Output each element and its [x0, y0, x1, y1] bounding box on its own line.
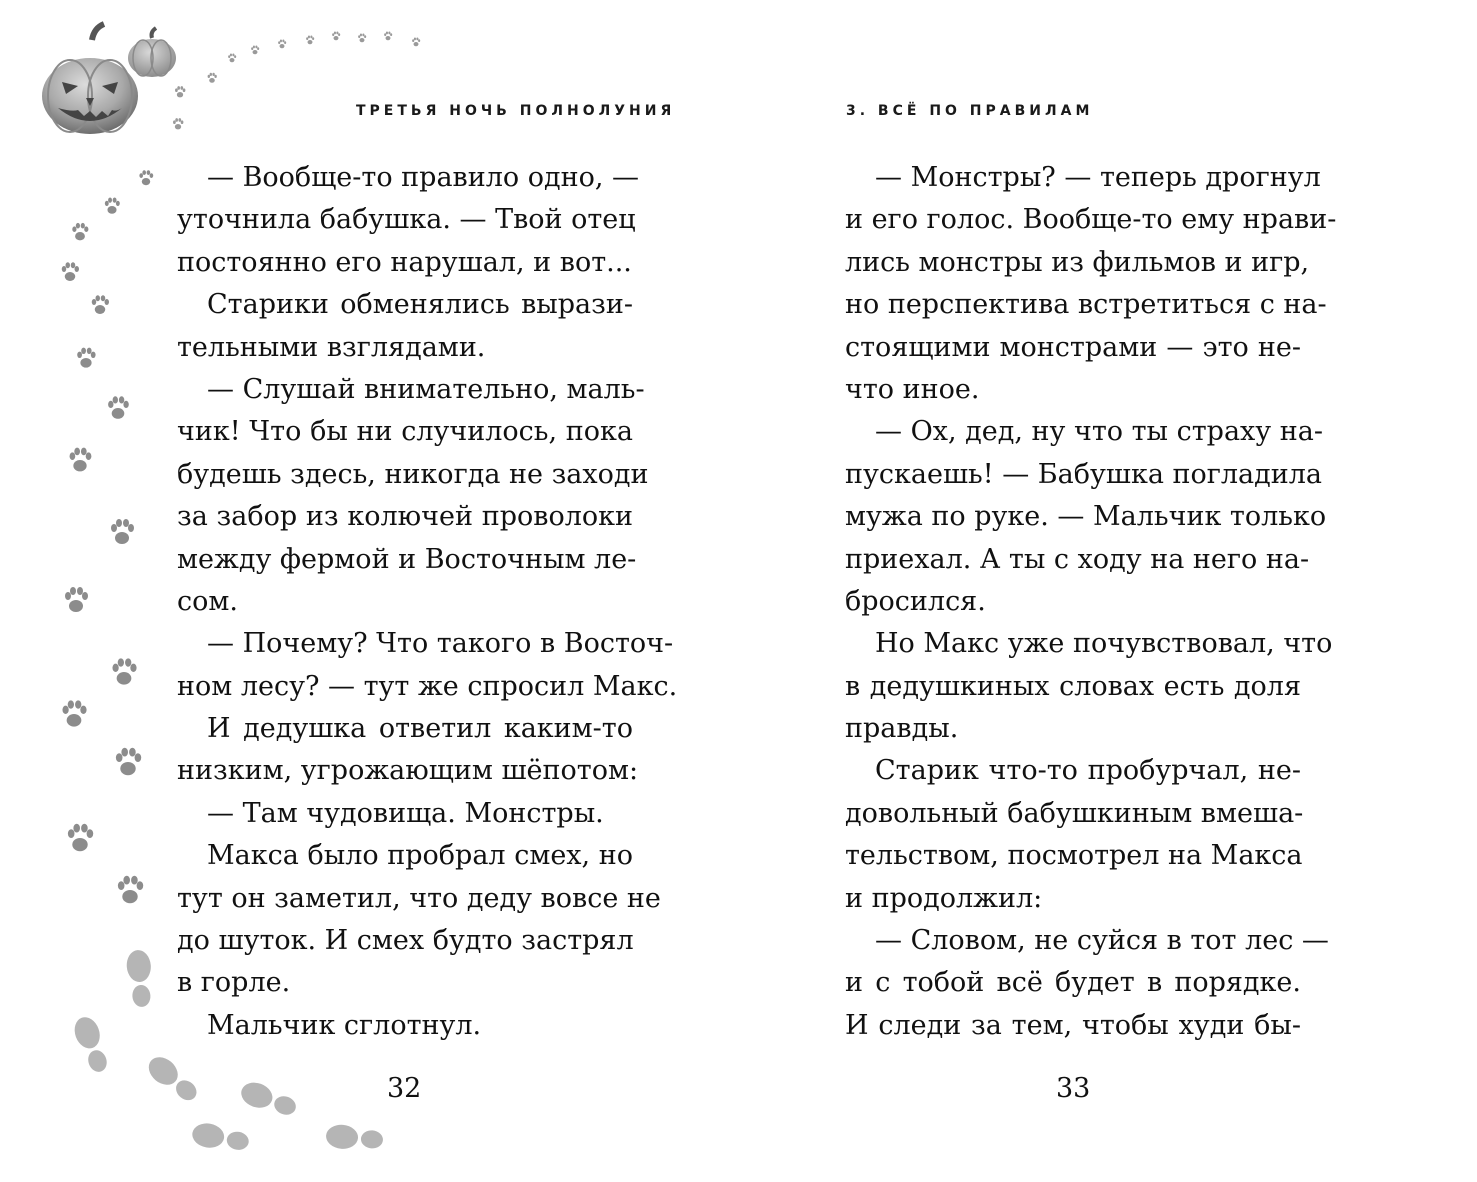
- running-head-left: ТРЕТЬЯ НОЧЬ ПОЛНОЛУНИЯ: [356, 103, 676, 119]
- text-line: Но Макс уже почувствовал, что: [875, 628, 1333, 660]
- text-line: довольный бабушкиным вмеша-: [845, 797, 1304, 829]
- text-line: Старик что-то пробурчал, не-: [875, 755, 1301, 787]
- text-line: — Там чудовища. Монстры.: [207, 797, 604, 829]
- text-line: и его голос. Вообще-то ему нрави-: [845, 204, 1337, 236]
- text-line: постоянно его нарушал, и вот...: [177, 246, 632, 278]
- pumpkin-icon: [128, 28, 176, 77]
- text-line: приехал. А ты с ходу на него на-: [845, 543, 1310, 575]
- text-line: но перспектива встретиться с на-: [845, 289, 1327, 321]
- jack-o-lantern-icon: [42, 24, 138, 134]
- text-line: между фермой и Восточным ле-: [177, 543, 637, 575]
- text-line: — Монстры? — теперь дрогнул: [875, 162, 1321, 193]
- text-line: — Вообще-то правило одно, —: [207, 162, 640, 193]
- text-line: ном лесу? — тут же спросил Макс.: [177, 670, 678, 702]
- text-line: И следи за тем, чтобы худи бы-: [845, 1009, 1301, 1041]
- text-line: в горле.: [177, 967, 291, 999]
- text-line: и продолжил:: [845, 882, 1043, 914]
- text-line: пускаешь! — Бабушка погладила: [845, 458, 1323, 490]
- text-line: мужа по руке. — Мальчик только: [845, 501, 1327, 533]
- text-line: за забор из колючей проволоки: [177, 501, 633, 533]
- text-line: стоящими монстрами — это не-: [845, 331, 1301, 363]
- text-line: тельством, посмотрел на Макса: [845, 840, 1303, 872]
- page-left-text: [177, 157, 678, 1047]
- text-line: — Словом, не суйся в тот лес —: [875, 925, 1329, 957]
- text-line: правды.: [845, 713, 959, 745]
- text-line: чик! Что бы ни случилось, пока: [177, 416, 633, 448]
- text-line: — Ох, дед, ну что ты страху на-: [875, 416, 1323, 448]
- text-line: тут он заметил, что деду вовсе не: [177, 882, 661, 914]
- text-line: тельными взглядами.: [177, 331, 486, 363]
- text-line: — Почему? Что такого в Восточ-: [207, 628, 674, 660]
- text-line: что иное.: [845, 373, 980, 405]
- page-number-left: 32: [387, 1073, 422, 1104]
- running-head-right: 3. ВСЁ ПО ПРАВИЛАМ: [846, 103, 1094, 119]
- text-line: низким, угрожающим шёпотом:: [177, 755, 639, 787]
- text-line: до шуток. И смех будто застрял: [177, 925, 634, 957]
- text-line: в дедушкиных словах есть доля: [845, 670, 1301, 702]
- text-line: И дедушка ответил каким-то: [207, 713, 633, 745]
- text-line: лись монстры из фильмов и игр,: [845, 246, 1310, 278]
- page-number-right: 33: [1056, 1073, 1091, 1104]
- text-line: и с тобой всё будет в порядке.: [845, 967, 1301, 999]
- text-line: — Слушай внимательно, маль-: [207, 373, 645, 405]
- text-line: Мальчик сглотнул.: [207, 1009, 482, 1041]
- page-right-text: [845, 157, 1337, 1047]
- text-line: бросился.: [845, 585, 986, 617]
- text-line: будешь здесь, никогда не заходи: [177, 458, 649, 490]
- text-line: уточнила бабушка. — Твой отец: [177, 204, 636, 236]
- text-line: Макса было пробрал смех, но: [207, 840, 633, 872]
- text-line: сом.: [177, 585, 238, 617]
- text-line: Старики обменялись вырази-: [207, 289, 633, 321]
